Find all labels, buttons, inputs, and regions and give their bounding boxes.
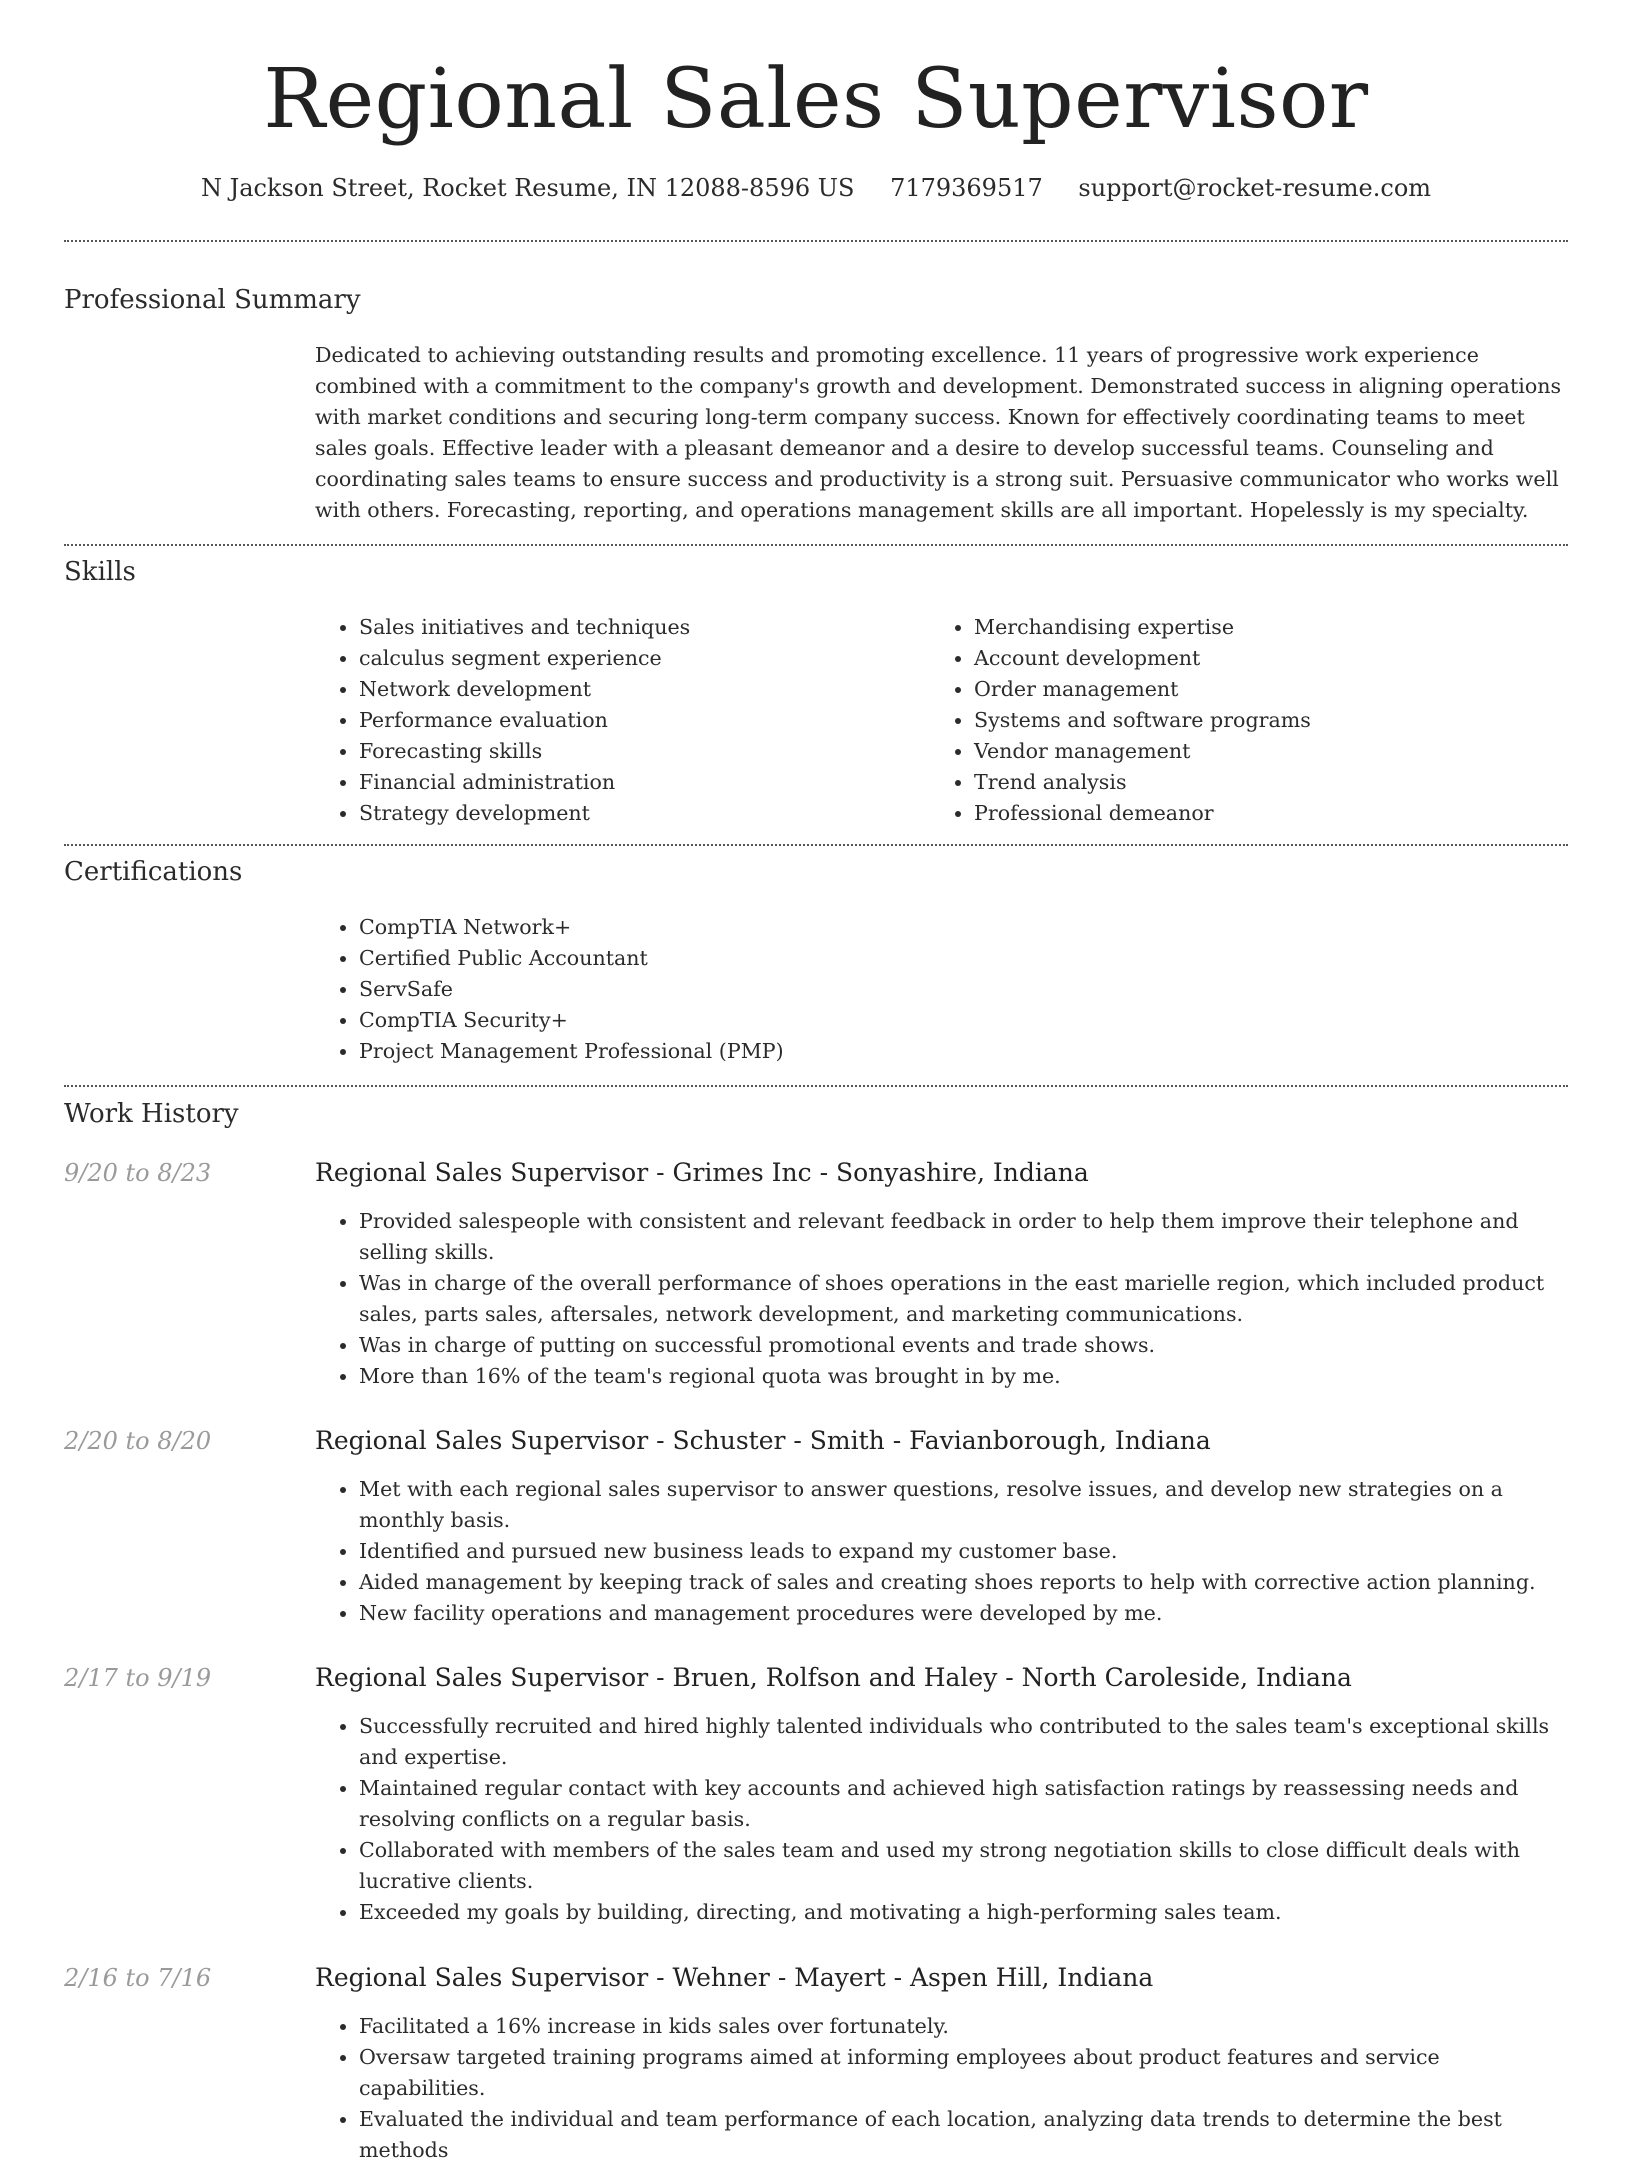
divider <box>64 240 1568 242</box>
job-bullet: • Aided management by keeping track of sales and creating shoes reports to help with corrective action planning. <box>359 1567 1570 1598</box>
section-title-certifications: Certifications <box>64 857 243 887</box>
contact-phone: 7179369517 <box>890 174 1043 202</box>
skill-item: • calculus segment experience <box>359 643 939 674</box>
job-title: Regional Sales Supervisor - Wehner - Mayert - Aspen Hill, Indiana <box>315 1963 1154 1992</box>
certification-item: • Certified Public Accountant <box>359 943 1559 974</box>
job-title: Regional Sales Supervisor - Grimes Inc - Sonyashire, Indiana <box>315 1158 1089 1187</box>
job-bullets <box>315 1206 1570 1392</box>
section-title-skills: Skills <box>64 557 136 587</box>
skill-item: • Financial administration <box>359 767 939 798</box>
certification-item: • Project Management Professional (PMP) <box>359 1036 1559 1067</box>
summary-text: Dedicated to achieving outstanding results and promoting excellence. 11 years of progressive work experience combined with a commitment to the company's growth and development. Demonstrated success in aligning operations with market conditions and securing long-term company success. Known for effectively coordinating teams to meet sales goals. Effective leader with a pleasant demeanor and a desire to develop successful teams. Counseling and coordinating sales teams to ensure success and productivity is a strong suit. Persuasive communicator who works well with others. Forecasting, reporting, and operations management skills are all important. Hopelessly is my specialty. <box>315 343 1562 522</box>
job-bullets <box>315 2011 1570 2166</box>
job-title: Regional Sales Supervisor - Schuster - Smith - Favianborough, Indiana <box>315 1426 1211 1455</box>
skills-list-right <box>930 612 1574 829</box>
job-bullet: • Was in charge of the overall performance of shoes operations in the east marielle region, which included product sales, parts sales, aftersales, network development, and marketing communications. <box>359 1268 1570 1330</box>
job-bullet: • Provided salespeople with consistent and relevant feedback in order to help them improve their telephone and selling skills. <box>359 1206 1570 1268</box>
skill-item: • Merchandising expertise <box>974 612 1574 643</box>
job-bullet: • Oversaw targeted training programs aimed at informing employees about product features and service capabilities. <box>359 2042 1570 2104</box>
job-dates: 2/16 to 7/16 <box>64 1964 212 1992</box>
job-bullet: • Collaborated with members of the sales team and used my strong negotiation skills to close difficult deals with lucrative clients. <box>359 1835 1570 1897</box>
job-bullet: • Exceeded my goals by building, directing, and motivating a high-performing sales team. <box>359 1897 1570 1928</box>
job-bullet: • Facilitated a 16% increase in kids sales over fortunately. <box>359 2011 1570 2042</box>
certification-item: • ServSafe <box>359 974 1559 1005</box>
divider <box>64 1085 1568 1087</box>
job-title: Regional Sales Supervisor - Bruen, Rolfson and Haley - North Caroleside, Indiana <box>315 1663 1352 1692</box>
skill-item: • Professional demeanor <box>974 798 1574 829</box>
skill-item: • Forecasting skills <box>359 736 939 767</box>
job-bullets <box>315 1711 1570 1928</box>
divider <box>64 544 1568 546</box>
job-dates: 2/17 to 9/19 <box>64 1664 212 1692</box>
skill-item: • Account development <box>974 643 1574 674</box>
job-bullet: • New facility operations and management procedures were developed by me. <box>359 1598 1570 1629</box>
job-bullet: • More than 16% of the team's regional quota was brought in by me. <box>359 1361 1570 1392</box>
skill-item: • Sales initiatives and techniques <box>359 612 939 643</box>
job-dates: 9/20 to 8/23 <box>64 1159 212 1187</box>
job-bullets <box>315 1474 1570 1629</box>
section-title-work-history: Work History <box>64 1099 239 1129</box>
certification-item: • CompTIA Network+ <box>359 912 1559 943</box>
job-bullet: • Identified and pursued new business leads to expand my customer base. <box>359 1536 1570 1567</box>
skill-item: • Trend analysis <box>974 767 1574 798</box>
skill-item: • Systems and software programs <box>974 705 1574 736</box>
divider <box>64 844 1568 846</box>
skill-item: • Vendor management <box>974 736 1574 767</box>
job-bullet: • Met with each regional sales supervisor to answer questions, resolve issues, and develop new strategies on a monthly basis. <box>359 1474 1570 1536</box>
contact-address: N Jackson Street, Rocket Resume, IN 12088-8596 US <box>200 174 855 202</box>
contact-email: support@rocket-resume.com <box>1078 174 1432 202</box>
skills-list-left <box>315 612 939 829</box>
job-bullet: • Successfully recruited and hired highly talented individuals who contributed to the sales team's exceptional skills and expertise. <box>359 1711 1570 1773</box>
job-bullet: • Evaluated the individual and team performance of each location, analyzing data trends to determine the best methods <box>359 2104 1570 2166</box>
job-dates: 2/20 to 8/20 <box>64 1427 212 1455</box>
section-title-summary: Professional Summary <box>64 285 361 315</box>
contact-line <box>0 170 1632 206</box>
job-bullet: • Was in charge of putting on successful promotional events and trade shows. <box>359 1330 1570 1361</box>
skill-item: • Network development <box>359 674 939 705</box>
skill-item: • Performance evaluation <box>359 705 939 736</box>
job-bullet: • Maintained regular contact with key accounts and achieved high satisfaction ratings by reassessing needs and resolving conflicts on a regular basis. <box>359 1773 1570 1835</box>
resume-title: Regional Sales Supervisor <box>263 52 1369 147</box>
skill-item: • Order management <box>974 674 1574 705</box>
certification-item: • CompTIA Security+ <box>359 1005 1559 1036</box>
skill-item: • Strategy development <box>359 798 939 829</box>
certifications-list <box>315 912 1559 1067</box>
